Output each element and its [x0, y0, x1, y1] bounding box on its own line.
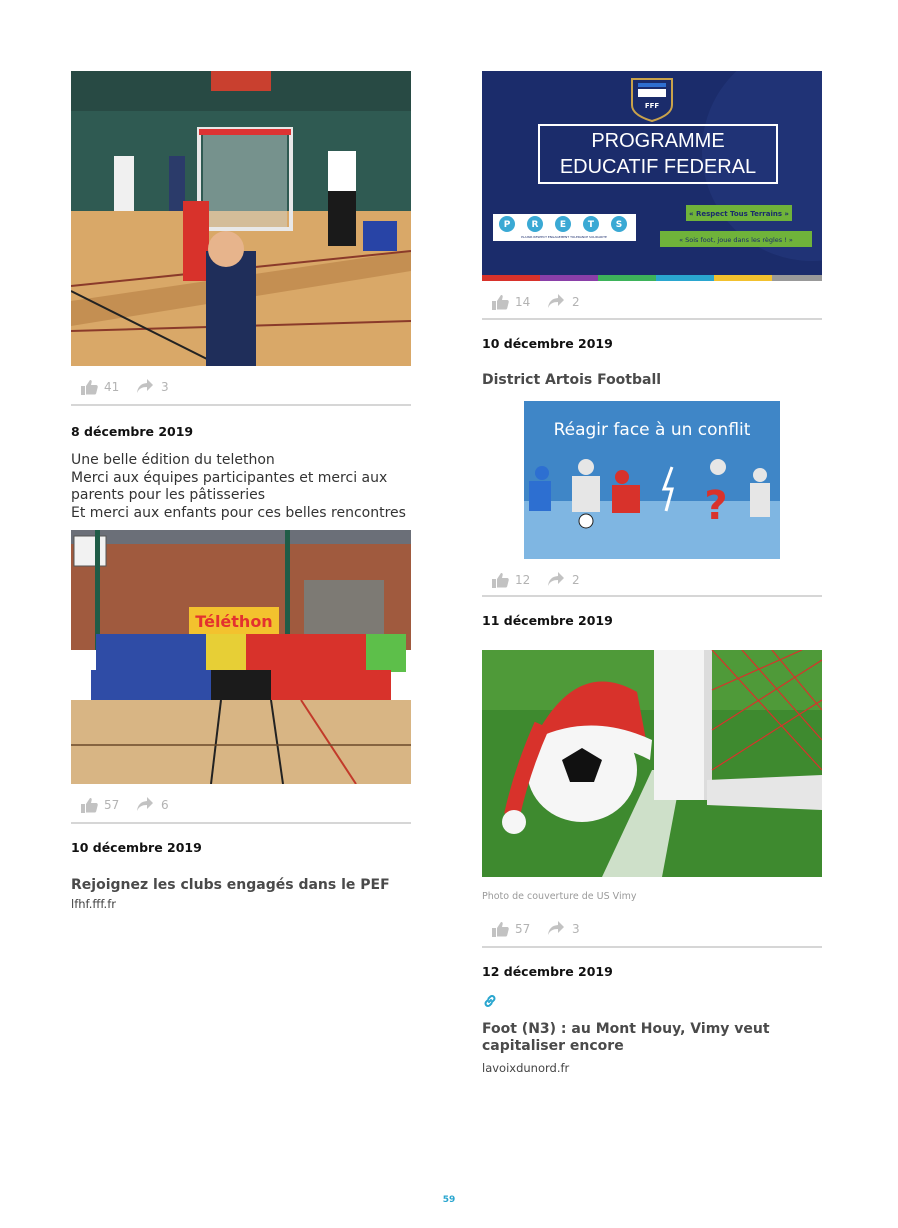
prets-letter: S: [615, 220, 623, 230]
post-stats: [71, 366, 411, 406]
share-icon[interactable]: [547, 293, 565, 309]
thumbs-up-icon[interactable]: [491, 572, 509, 588]
share-count: 2: [572, 573, 580, 587]
thumbs-up-icon[interactable]: [491, 294, 509, 310]
share-icon[interactable]: [547, 571, 565, 587]
share-icon[interactable]: [547, 920, 565, 936]
post-text-line: parents pour les pâtisseries: [71, 487, 266, 503]
link-domain[interactable]: lfhf.fff.fr: [71, 897, 116, 911]
post-date: 12 décembre 2019: [482, 964, 613, 979]
post-stats: [482, 559, 822, 597]
pef-banner-image[interactable]: [482, 71, 822, 281]
right-column: [482, 71, 822, 1075]
post-stats: [482, 281, 822, 320]
share-count: 3: [572, 922, 580, 936]
share-icon[interactable]: [136, 796, 154, 812]
post-text-line: Merci aux équipes participantes et merci aux: [71, 469, 388, 486]
left-column: [71, 71, 411, 911]
link-icon[interactable]: [482, 993, 498, 1009]
like-count: 12: [515, 573, 531, 587]
post-stats: [71, 784, 411, 824]
link-title[interactable]: Rejoignez les clubs engagés dans le PEF: [71, 877, 390, 893]
link-title[interactable]: [482, 1021, 822, 1055]
telethon-banner-text: Téléthon: [195, 612, 273, 631]
link-title-line: Foot (N3) : au Mont Houy, Vimy veut: [482, 1021, 770, 1037]
post-text-line: Et merci aux enfants pour ces belles rencontres: [71, 504, 406, 521]
thumbs-up-icon[interactable]: [80, 379, 98, 395]
share-count: 3: [161, 380, 169, 394]
post-text: [71, 452, 411, 522]
link-title-line: capitaliser encore: [482, 1038, 624, 1054]
like-count: 41: [104, 380, 120, 394]
telethon-team-photo[interactable]: [71, 530, 411, 784]
like-count: 57: [104, 798, 120, 812]
post-date: 10 décembre 2019: [71, 840, 202, 855]
share-count: 2: [572, 295, 580, 309]
futsal-gym-photo[interactable]: [71, 71, 411, 366]
pef-title-line1: PROGRAMME: [591, 130, 725, 152]
prets-letter: P: [503, 220, 511, 230]
prets-letter: R: [531, 220, 539, 230]
pef-slogan-1: « Respect Tous Terrains »: [689, 210, 789, 218]
link-domain[interactable]: lavoixdunord.fr: [482, 1061, 570, 1075]
like-count: 57: [515, 922, 531, 936]
svg-text:?: ?: [704, 483, 728, 529]
conflict-image-text: Réagir face à un conflit: [553, 420, 751, 440]
page-number: 59: [442, 1195, 456, 1205]
like-count: 14: [515, 295, 531, 309]
christmas-football-photo[interactable]: [482, 650, 822, 877]
post-title[interactable]: District Artois Football: [482, 372, 662, 388]
fff-logo-text: FFF: [644, 102, 660, 110]
share-icon[interactable]: [136, 378, 154, 394]
pef-slogan-2: « Sois foot, joue dans les règles ! »: [679, 236, 793, 244]
thumbs-up-icon[interactable]: [491, 921, 509, 937]
post-text-line: Une belle édition du telethon: [71, 452, 275, 468]
pef-title-line2: EDUCATIF FEDERAL: [559, 156, 757, 178]
post-stats: [482, 908, 822, 948]
prets-letter: E: [559, 220, 567, 230]
thumbs-up-icon[interactable]: [80, 797, 98, 813]
post-date: 10 décembre 2019: [482, 336, 613, 351]
share-count: 6: [161, 798, 169, 812]
prets-letter: T: [587, 220, 595, 230]
post-date: 11 décembre 2019: [482, 613, 613, 628]
prets-words: PLAISIR RESPECT ENGAGEMENT TOLERANCE SOLIDARITE: [521, 235, 607, 239]
post-date: 8 décembre 2019: [71, 424, 194, 439]
conflict-illustration[interactable]: [524, 401, 780, 559]
photo-caption: Photo de couverture de US Vimy: [482, 891, 637, 902]
